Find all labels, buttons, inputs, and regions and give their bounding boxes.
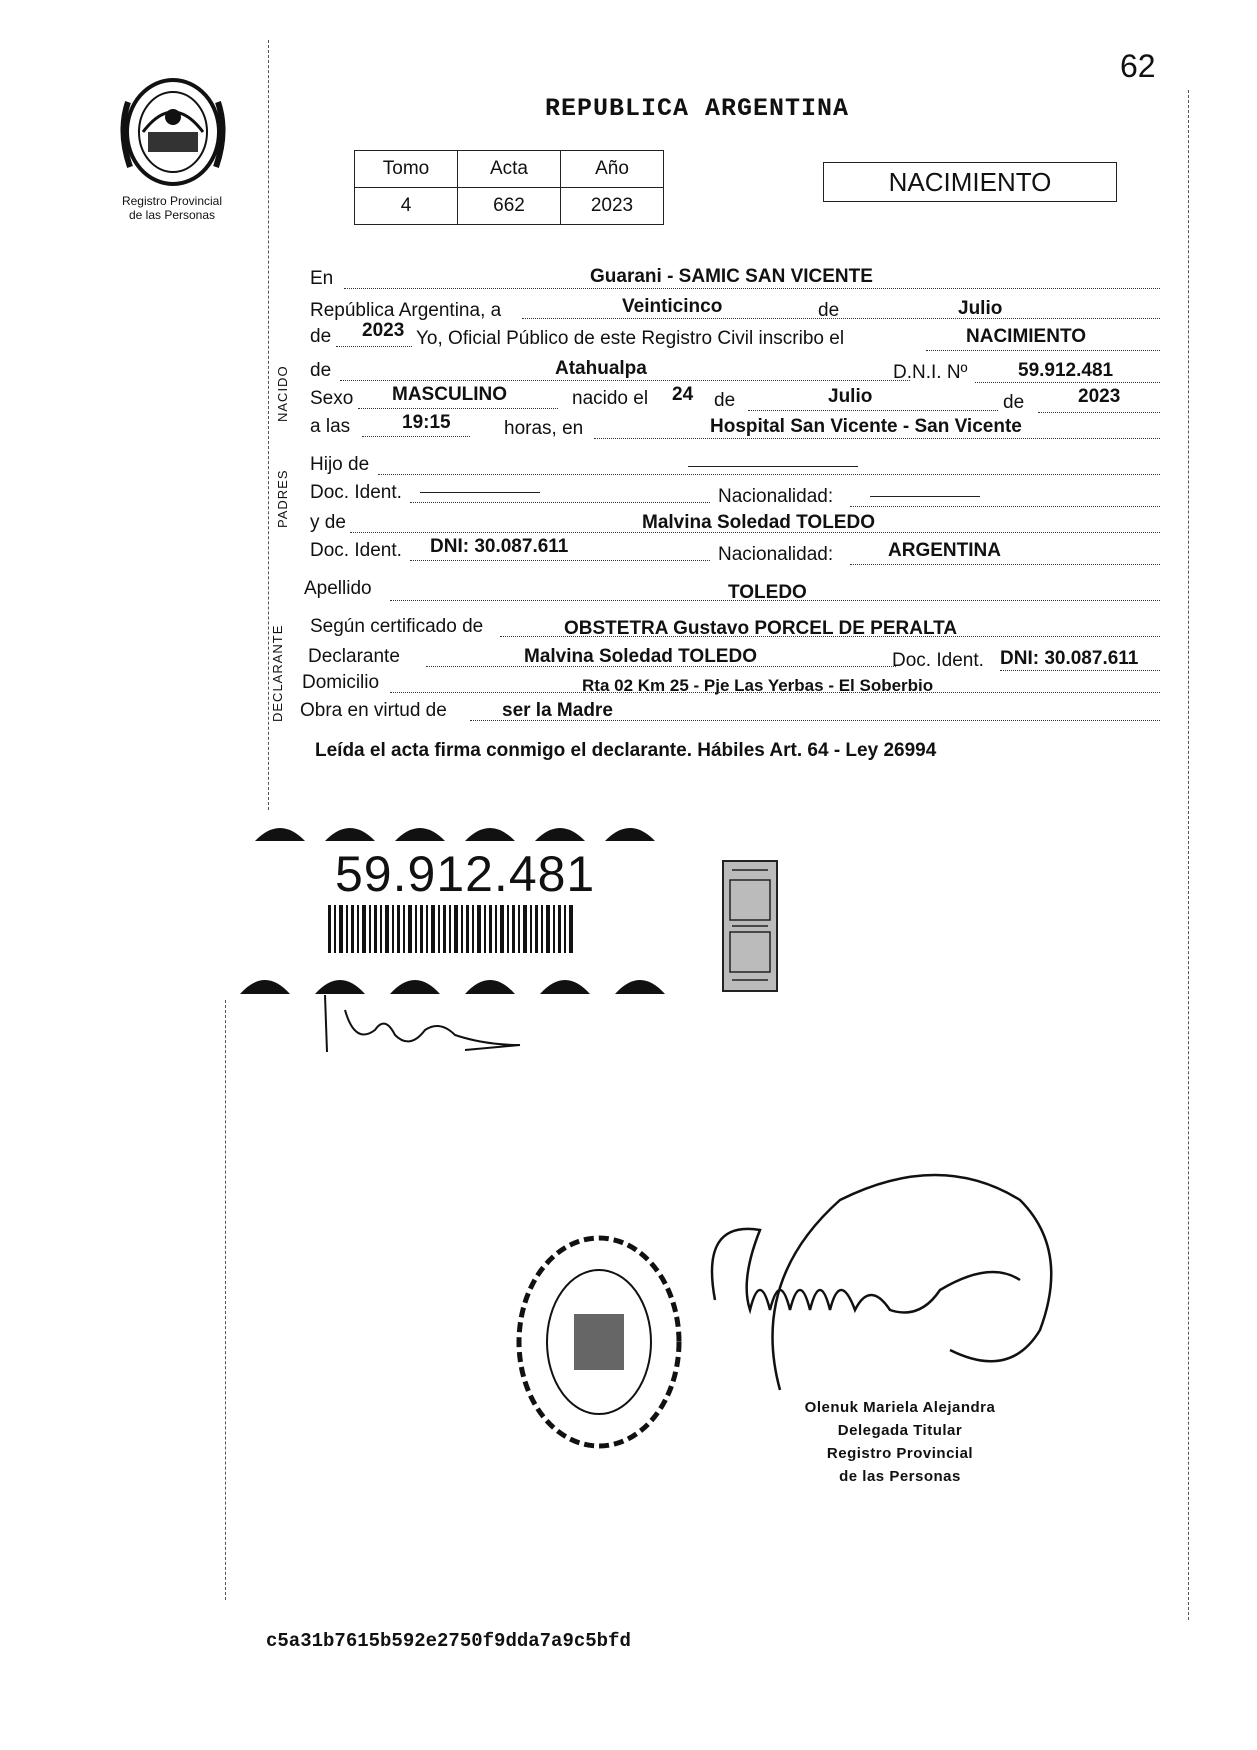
address-value: Rta 02 Km 25 - Pje Las Yerbas - El Soberbio [582,676,934,695]
hologram-icon [722,860,778,992]
left-margin-line [268,40,269,810]
book-reference-table [354,150,664,225]
born-de2-label: de [1003,392,1025,413]
month-value: Julio [958,298,1003,319]
row-capacity [300,700,1160,726]
father-nat-label: Nacionalidad: [718,486,834,507]
lower-left-margin-line [225,1000,226,1600]
row-father [310,452,1160,478]
surname-label: Apellido [304,578,372,599]
time-value: 19:15 [402,412,451,433]
mother-nat-value: ARGENTINA [888,540,1001,561]
row-certificate [310,614,1160,640]
born-month-value: Julio [828,386,873,407]
officer-block [785,1396,1015,1488]
row-time [310,412,1160,438]
official-signature-icon [690,1160,1070,1400]
year-value: 2023 [362,320,405,341]
date-de-label: de [818,300,840,321]
row-mother [310,510,1160,536]
closing-statement: Leída el acta firma conmigo el declarante. Hábiles Art. 64 - Ley 26994 [315,740,937,761]
hours-label: horas, en [504,418,584,439]
cert-value: OBSTETRA Gustavo PORCEL DE PERALTA [564,618,958,639]
declarant-doc-label: Doc. Ident. [892,650,984,671]
province-seal-icon [118,72,228,192]
sex-label: Sexo [310,388,354,409]
side-label-nacido: NACIDO [275,365,290,422]
ano-header: Año [561,151,664,188]
hospital-stamp-icon [512,1230,687,1455]
cert-label: Según certificado de [310,616,484,637]
tomo-value: 4 [355,188,458,225]
declarant-label: Declarante [308,646,400,667]
document-hash: c5a31b7615b592e2750f9dda7a9c5bfd [266,1630,631,1652]
dni-label: D.N.I. Nº [893,362,968,383]
right-margin-line [1188,90,1189,1620]
mother-nat-label: Nacionalidad: [718,544,834,565]
sticker-dni-number: 59.912.481 [335,846,596,902]
born-label: nacido el [572,388,649,409]
tomo-header: Tomo [355,151,458,188]
en-label: En [310,268,334,289]
page-number: 62 [1120,48,1156,84]
born-day-value: 24 [672,384,694,405]
row-place [310,266,1160,292]
registry-caption-line-2: de las Personas [128,208,216,222]
officer-office-1: Registro Provincial [826,1445,974,1462]
surname-value: TOLEDO [728,582,807,603]
ano-value: 2023 [561,188,664,225]
officer-name: Olenuk Mariela Alejandra [804,1399,996,1416]
mother-doc-label: Doc. Ident. [310,540,402,561]
place-value: Guarani - SAMIC SAN VICENTE [590,266,873,287]
republic-label: República Argentina, a [310,300,502,321]
registry-caption [102,194,242,222]
barcode-icon [328,905,578,953]
mother-doc-value: DNI: 30.087.611 [430,536,569,557]
day-value: Veinticinco [622,296,723,317]
row-address [302,670,1160,696]
officer-office-2: de las Personas [839,1468,961,1485]
acta-header: Acta [458,151,561,188]
acta-value: 662 [458,188,561,225]
child-name-value: Atahualpa [555,358,647,379]
name-de-label: de [310,360,332,381]
birthplace-value: Hospital San Vicente - San Vicente [710,416,1022,437]
son-label: Hijo de [310,454,370,475]
at-label: a las [310,416,351,437]
officer-role: Delegada Titular [837,1422,963,1439]
capacity-label: Obra en virtud de [300,700,447,721]
capacity-value: ser la Madre [502,700,613,721]
row-name [310,358,1160,384]
inscribe-value: NACIMIENTO [966,326,1086,347]
document-title: REPUBLICA ARGENTINA [545,94,850,123]
born-de1-label: de [714,390,736,411]
side-label-declarante: DECLARANTE [270,624,285,722]
row-father-doc [310,480,1160,506]
row-declarant [308,642,1160,671]
year-prefix-label: de [310,326,332,347]
born-year-value: 2023 [1078,386,1121,407]
and-label: y de [310,512,346,533]
row-sex [310,384,1160,413]
row-mother-doc [310,536,1160,565]
child-dni-value: 59.912.481 [1018,360,1114,381]
declarant-doc-value: DNI: 30.087.611 [1000,648,1139,669]
row-date [310,296,1160,322]
address-label: Domicilio [302,672,380,693]
security-border-top-icon [255,815,685,841]
row-year [310,322,1160,348]
declarant-value: Malvina Soledad TOLEDO [524,646,757,667]
act-type-box: NACIMIENTO [823,162,1117,202]
sex-value: MASCULINO [392,384,508,405]
side-label-padres: PADRES [275,469,290,528]
inscribe-text: Yo, Oficial Público de este Registro Civil inscribo el [416,328,845,349]
registry-caption-line-1: Registro Provincial [121,194,223,208]
mother-value: Malvina Soledad TOLEDO [642,512,875,533]
father-doc-label: Doc. Ident. [310,482,402,503]
row-surname [304,576,1160,603]
declarant-signature-icon [315,990,535,1060]
